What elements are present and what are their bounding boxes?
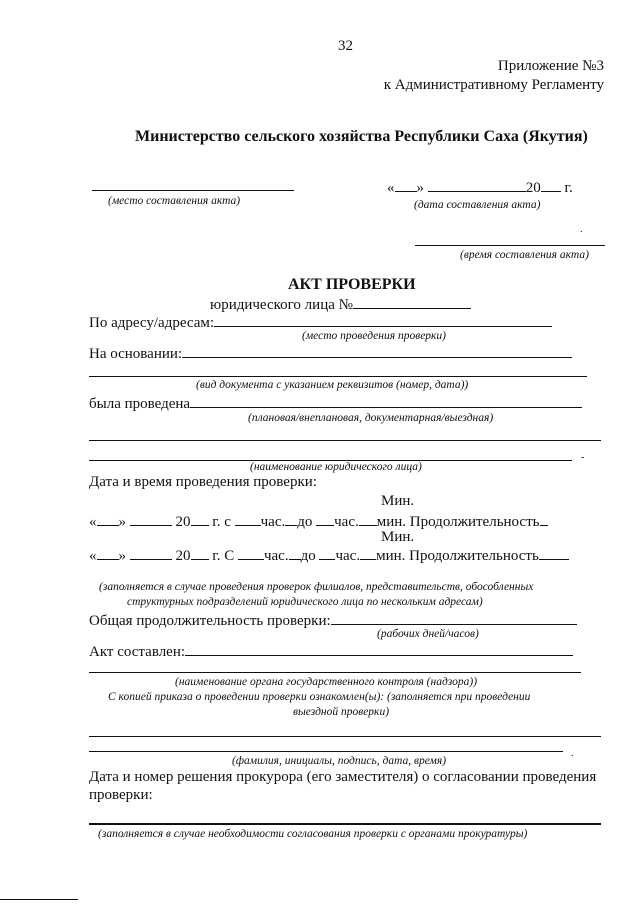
composed-line-2[interactable] bbox=[89, 672, 581, 673]
row1-day-input[interactable] bbox=[97, 511, 119, 526]
composed-caption: (наименование органа государственного контроля (надзора)) bbox=[175, 676, 478, 688]
row1-end-min-input[interactable] bbox=[359, 511, 377, 526]
total-duration-row: Общая продолжительность проверки: bbox=[89, 610, 577, 630]
address-caption: (место проведения проверки) bbox=[302, 330, 447, 342]
min-label-2: Мин. bbox=[381, 529, 415, 545]
entity-line-1[interactable] bbox=[89, 440, 601, 441]
place-line[interactable] bbox=[92, 190, 294, 191]
page-number: 32 bbox=[338, 38, 353, 54]
row1-end-hour-input[interactable] bbox=[316, 511, 334, 526]
row2-duration-input[interactable] bbox=[539, 545, 569, 560]
dot-mark-2: . bbox=[571, 748, 574, 759]
order-copy-line-2: выездной проверки) bbox=[293, 706, 390, 718]
datetime-note-2: структурных подразделений юридического лица по нескольким адресам) bbox=[127, 596, 483, 608]
row1-duration-input[interactable] bbox=[540, 511, 548, 526]
place-caption: (место составления акта) bbox=[108, 195, 241, 207]
prosecutor-line-2: проверки: bbox=[89, 787, 153, 803]
order-copy-line-b[interactable] bbox=[89, 751, 563, 752]
order-copy-line-a[interactable] bbox=[89, 736, 601, 737]
date-caption: (дата составления акта) bbox=[414, 199, 541, 211]
act-number-input[interactable] bbox=[353, 294, 471, 309]
ministry-name: Министерство сельского хозяйства Республики Саха (Якутия) bbox=[135, 128, 588, 145]
prosecutor-caption: (заполняется в случае необходимости согласования проверки с органами прокуратуры) bbox=[98, 828, 528, 840]
act-subtitle: юридического лица № bbox=[210, 294, 471, 314]
prosecutor-line[interactable] bbox=[89, 823, 601, 825]
footnote-separator bbox=[0, 899, 78, 900]
entity-caption: (наименование юридического лица) bbox=[250, 461, 422, 473]
datetime-label: Дата и время проведения проверки: bbox=[89, 474, 317, 490]
order-copy-line-1: С копией приказа о проведении проверки ознакомлен(ы): (заполняется при проведении bbox=[108, 691, 531, 703]
total-duration-input[interactable] bbox=[331, 610, 577, 625]
total-duration-caption: (рабочих дней/часов) bbox=[377, 628, 479, 640]
row2-start-min-input[interactable] bbox=[289, 545, 301, 560]
dash-mark: - bbox=[581, 452, 585, 463]
address-row: По адресу/адресам: bbox=[89, 312, 552, 332]
composed-input[interactable] bbox=[185, 641, 573, 656]
dot-mark: . bbox=[580, 224, 583, 235]
row1-start-min-input[interactable] bbox=[285, 511, 297, 526]
row2-end-min-input[interactable] bbox=[360, 545, 376, 560]
basis-line-2[interactable] bbox=[89, 376, 587, 377]
prosecutor-line-1: Дата и номер решения прокурора (его заместителя) о согласовании проведения bbox=[89, 769, 597, 785]
act-title: АКТ ПРОВЕРКИ bbox=[288, 276, 416, 293]
date-month-input[interactable] bbox=[428, 177, 526, 192]
conducted-row: была проведена bbox=[89, 393, 582, 413]
date-year-input[interactable] bbox=[541, 177, 561, 192]
appendix-line-2: к Административному Регламенту bbox=[383, 77, 604, 93]
time-line[interactable] bbox=[415, 245, 605, 246]
basis-input[interactable] bbox=[182, 343, 572, 358]
row2-month-input[interactable] bbox=[130, 545, 172, 560]
row2-day-input[interactable] bbox=[97, 545, 119, 560]
row2-end-hour-input[interactable] bbox=[319, 545, 335, 560]
datetime-row-2: « » 20 г. С час. до час. мин. Продолжительность bbox=[89, 545, 569, 565]
datetime-row-1: « » 20 г. с час. до час. мин. Продолжительность bbox=[89, 511, 548, 531]
basis-caption: (вид документа с указанием реквизитов (номер, дата)) bbox=[196, 379, 469, 391]
row2-start-hour-input[interactable] bbox=[238, 545, 264, 560]
row2-year-input[interactable] bbox=[191, 545, 209, 560]
time-caption: (время составления акта) bbox=[460, 249, 589, 261]
date-field: « » 20 г. bbox=[387, 177, 573, 197]
row1-month-input[interactable] bbox=[130, 511, 172, 526]
min-label-1: Мин. bbox=[381, 493, 415, 509]
basis-row: На основании: bbox=[89, 343, 572, 363]
datetime-note-1: (заполняется в случае проведения проверок филиалов, представительств, обособленных bbox=[99, 581, 534, 593]
composed-row: Акт составлен: bbox=[89, 641, 573, 661]
row1-year-input[interactable] bbox=[191, 511, 209, 526]
address-input[interactable] bbox=[214, 312, 552, 327]
appendix-line-1: Приложение №3 bbox=[497, 58, 604, 74]
conducted-caption: (плановая/внеплановая, документарная/выездная) bbox=[248, 412, 494, 424]
order-copy-caption: (фамилия, инициалы, подпись, дата, время) bbox=[232, 755, 447, 767]
date-day-input[interactable] bbox=[395, 177, 417, 192]
row1-start-hour-input[interactable] bbox=[235, 511, 261, 526]
conducted-input[interactable] bbox=[190, 393, 582, 408]
